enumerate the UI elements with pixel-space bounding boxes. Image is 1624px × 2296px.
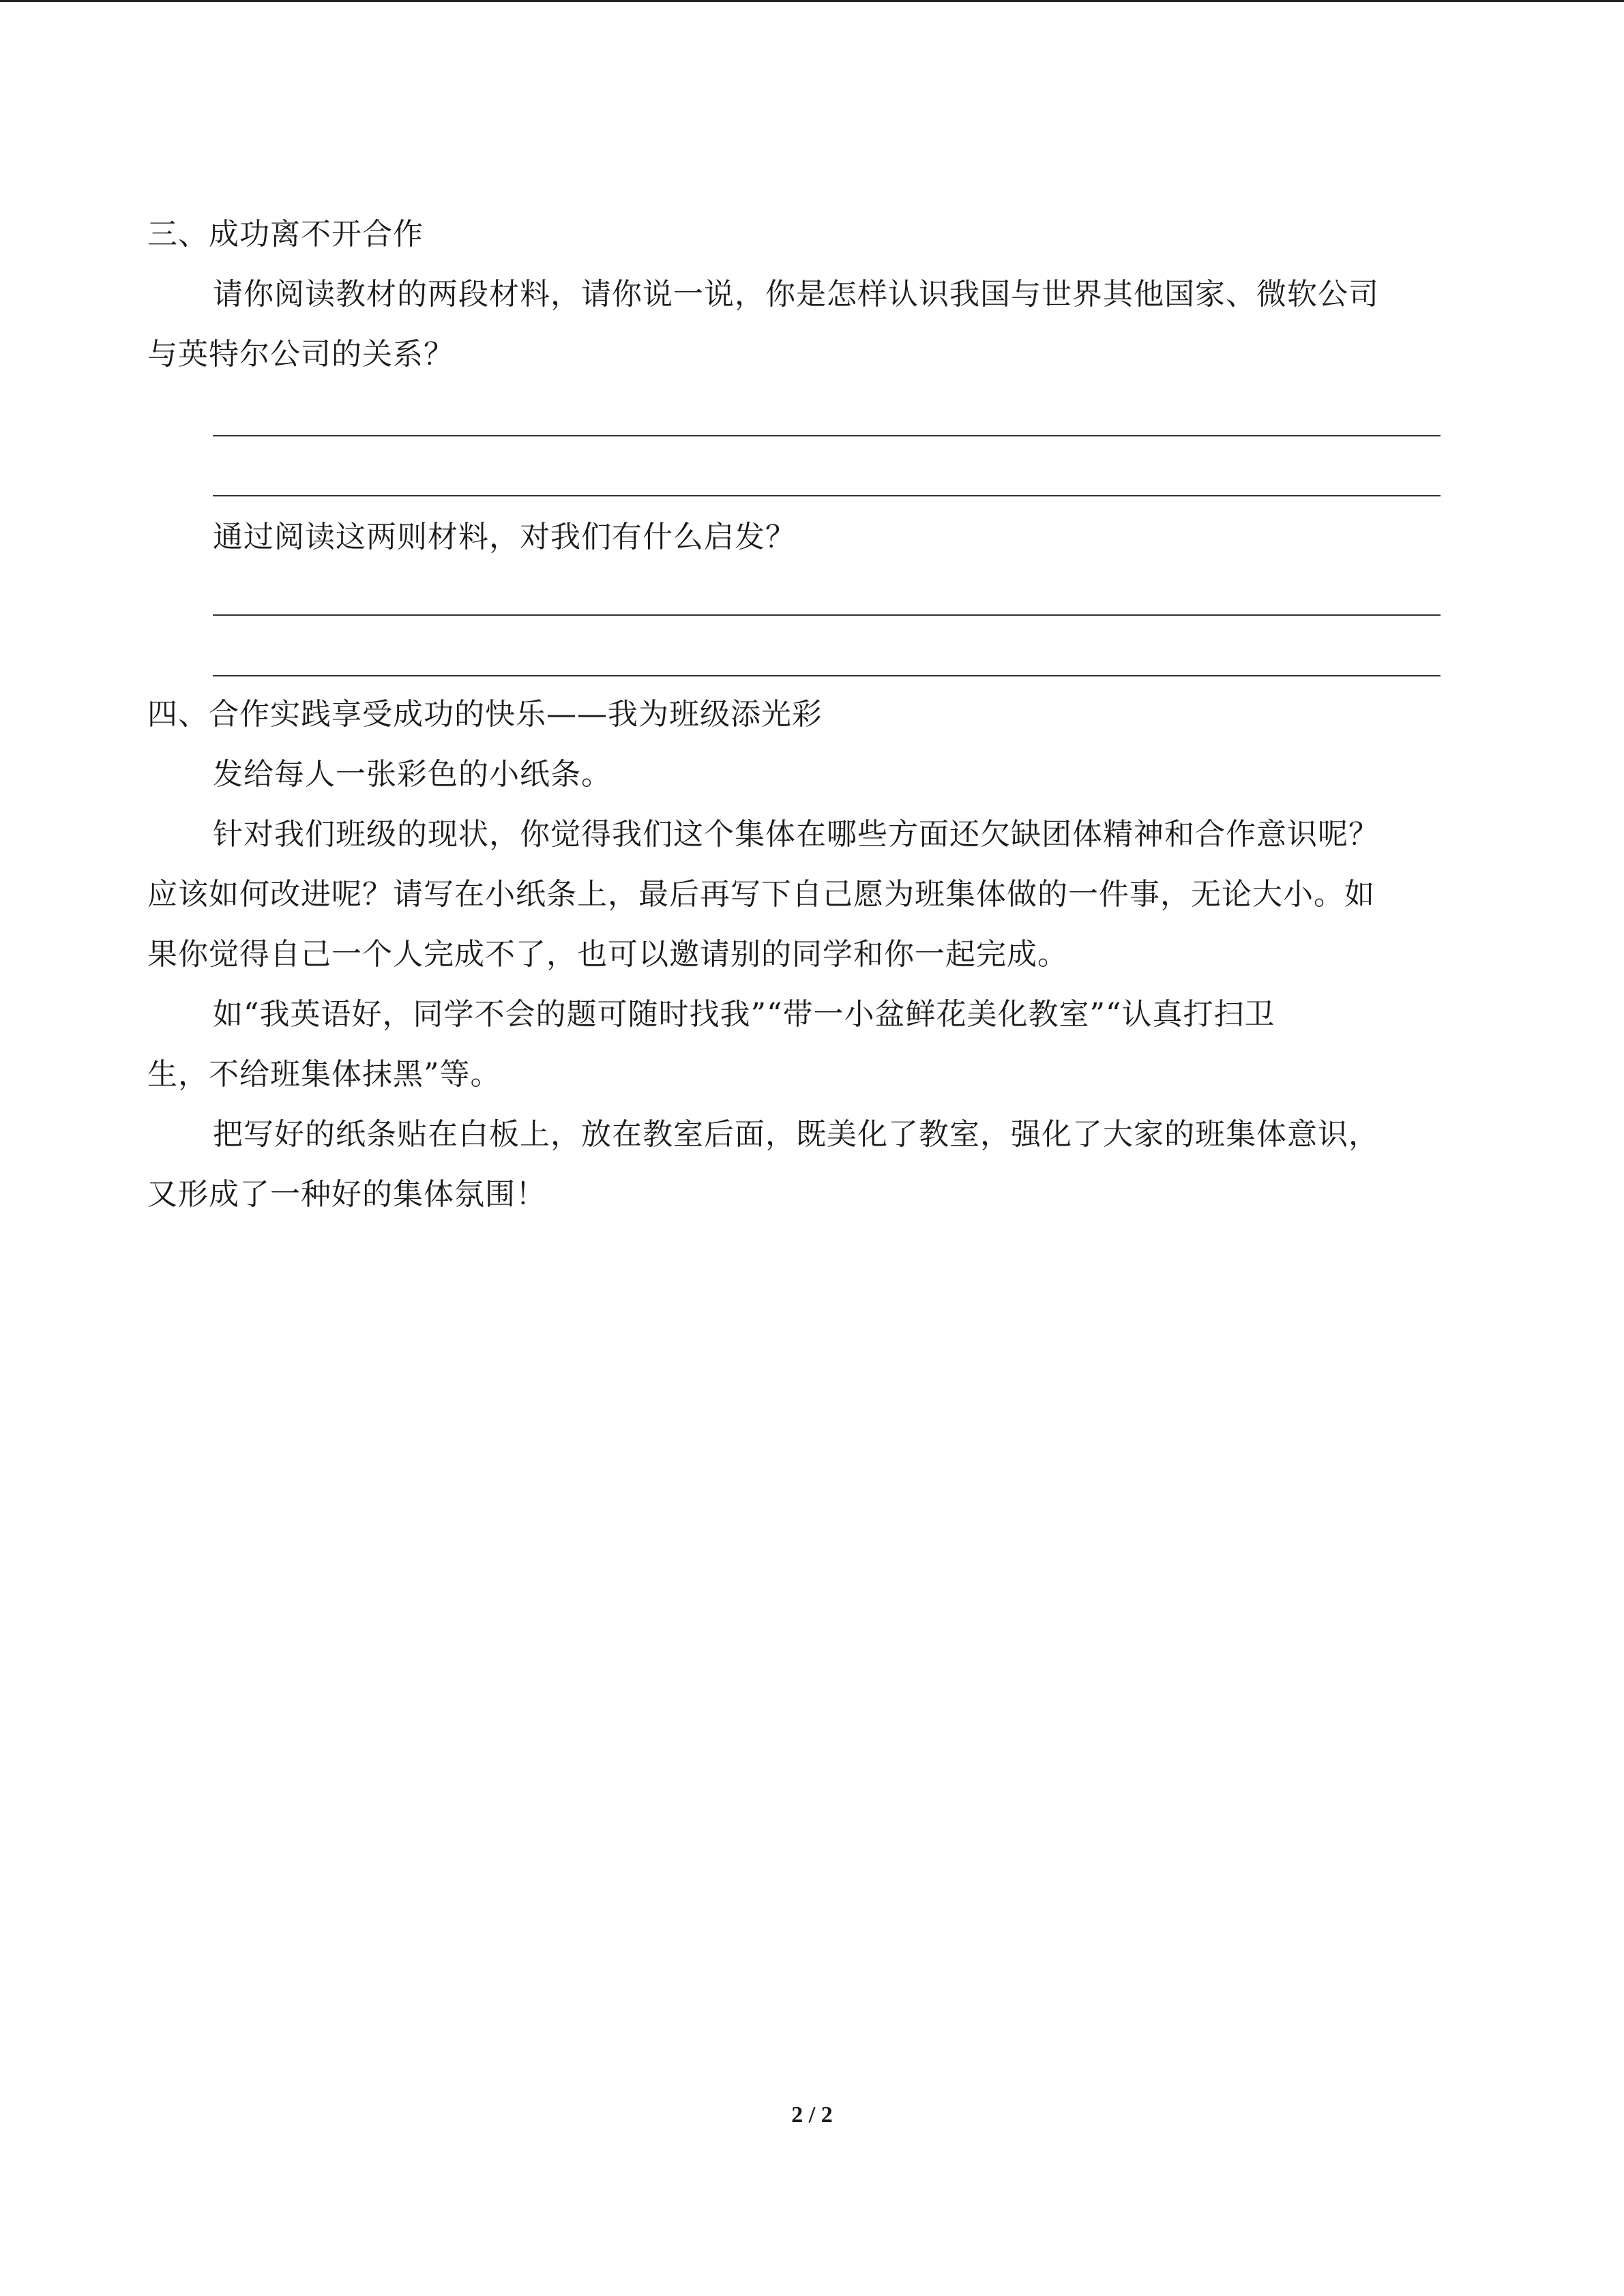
section-4-paragraph-1: 发给每人一张彩色的小纸条。: [213, 757, 612, 792]
page-top-border: [0, 0, 1624, 2]
section-4-paragraph-2-line-2: 应该如何改进呢？请写在小纸条上，最后再写下自己愿为班集体做的一件事，无论大小。如: [147, 877, 1375, 912]
section-4-paragraph-2-line-1: 针对我们班级的现状，你觉得我们这个集体在哪些方面还欠缺团体精神和合作意识呢？: [213, 817, 1379, 852]
section-3-paragraph-line-2: 与英特尔公司的关系？: [147, 337, 454, 372]
page-number: 2 / 2: [791, 2102, 833, 2128]
answer-line-1: [213, 435, 1441, 436]
section-4-paragraph-4-line-2: 又形成了一种好的集体氛围！: [147, 1177, 546, 1212]
section-3-question-2: 通过阅读这两则材料，对我们有什么启发？: [213, 520, 796, 554]
section-4-paragraph-2-line-3: 果你觉得自己一个人完成不了，也可以邀请别的同学和你一起完成。: [147, 937, 1068, 972]
section-4-paragraph-3-line-1: 如“我英语好，同学不会的题可随时找我”“带一小盆鲜花美化教室”“认真打扫卫: [213, 997, 1275, 1032]
section-4-paragraph-3-line-2: 生，不给班集体抹黑”等。: [147, 1057, 501, 1092]
section-3-paragraph-line-1: 请你阅读教材的两段材料，请你说一说，你是怎样认识我国与世界其他国家、微软公司: [213, 277, 1379, 312]
answer-line-3: [213, 614, 1441, 616]
section-3-heading: 三、成功离不开合作: [147, 217, 424, 252]
section-4-heading: 四、合作实践享受成功的快乐——我为班级添光彩: [147, 697, 823, 732]
answer-line-2: [213, 495, 1441, 496]
answer-line-4: [213, 675, 1441, 676]
section-4-paragraph-4-line-1: 把写好的纸条贴在白板上，放在教室后面，既美化了教室，强化了大家的班集体意识，: [213, 1117, 1379, 1152]
